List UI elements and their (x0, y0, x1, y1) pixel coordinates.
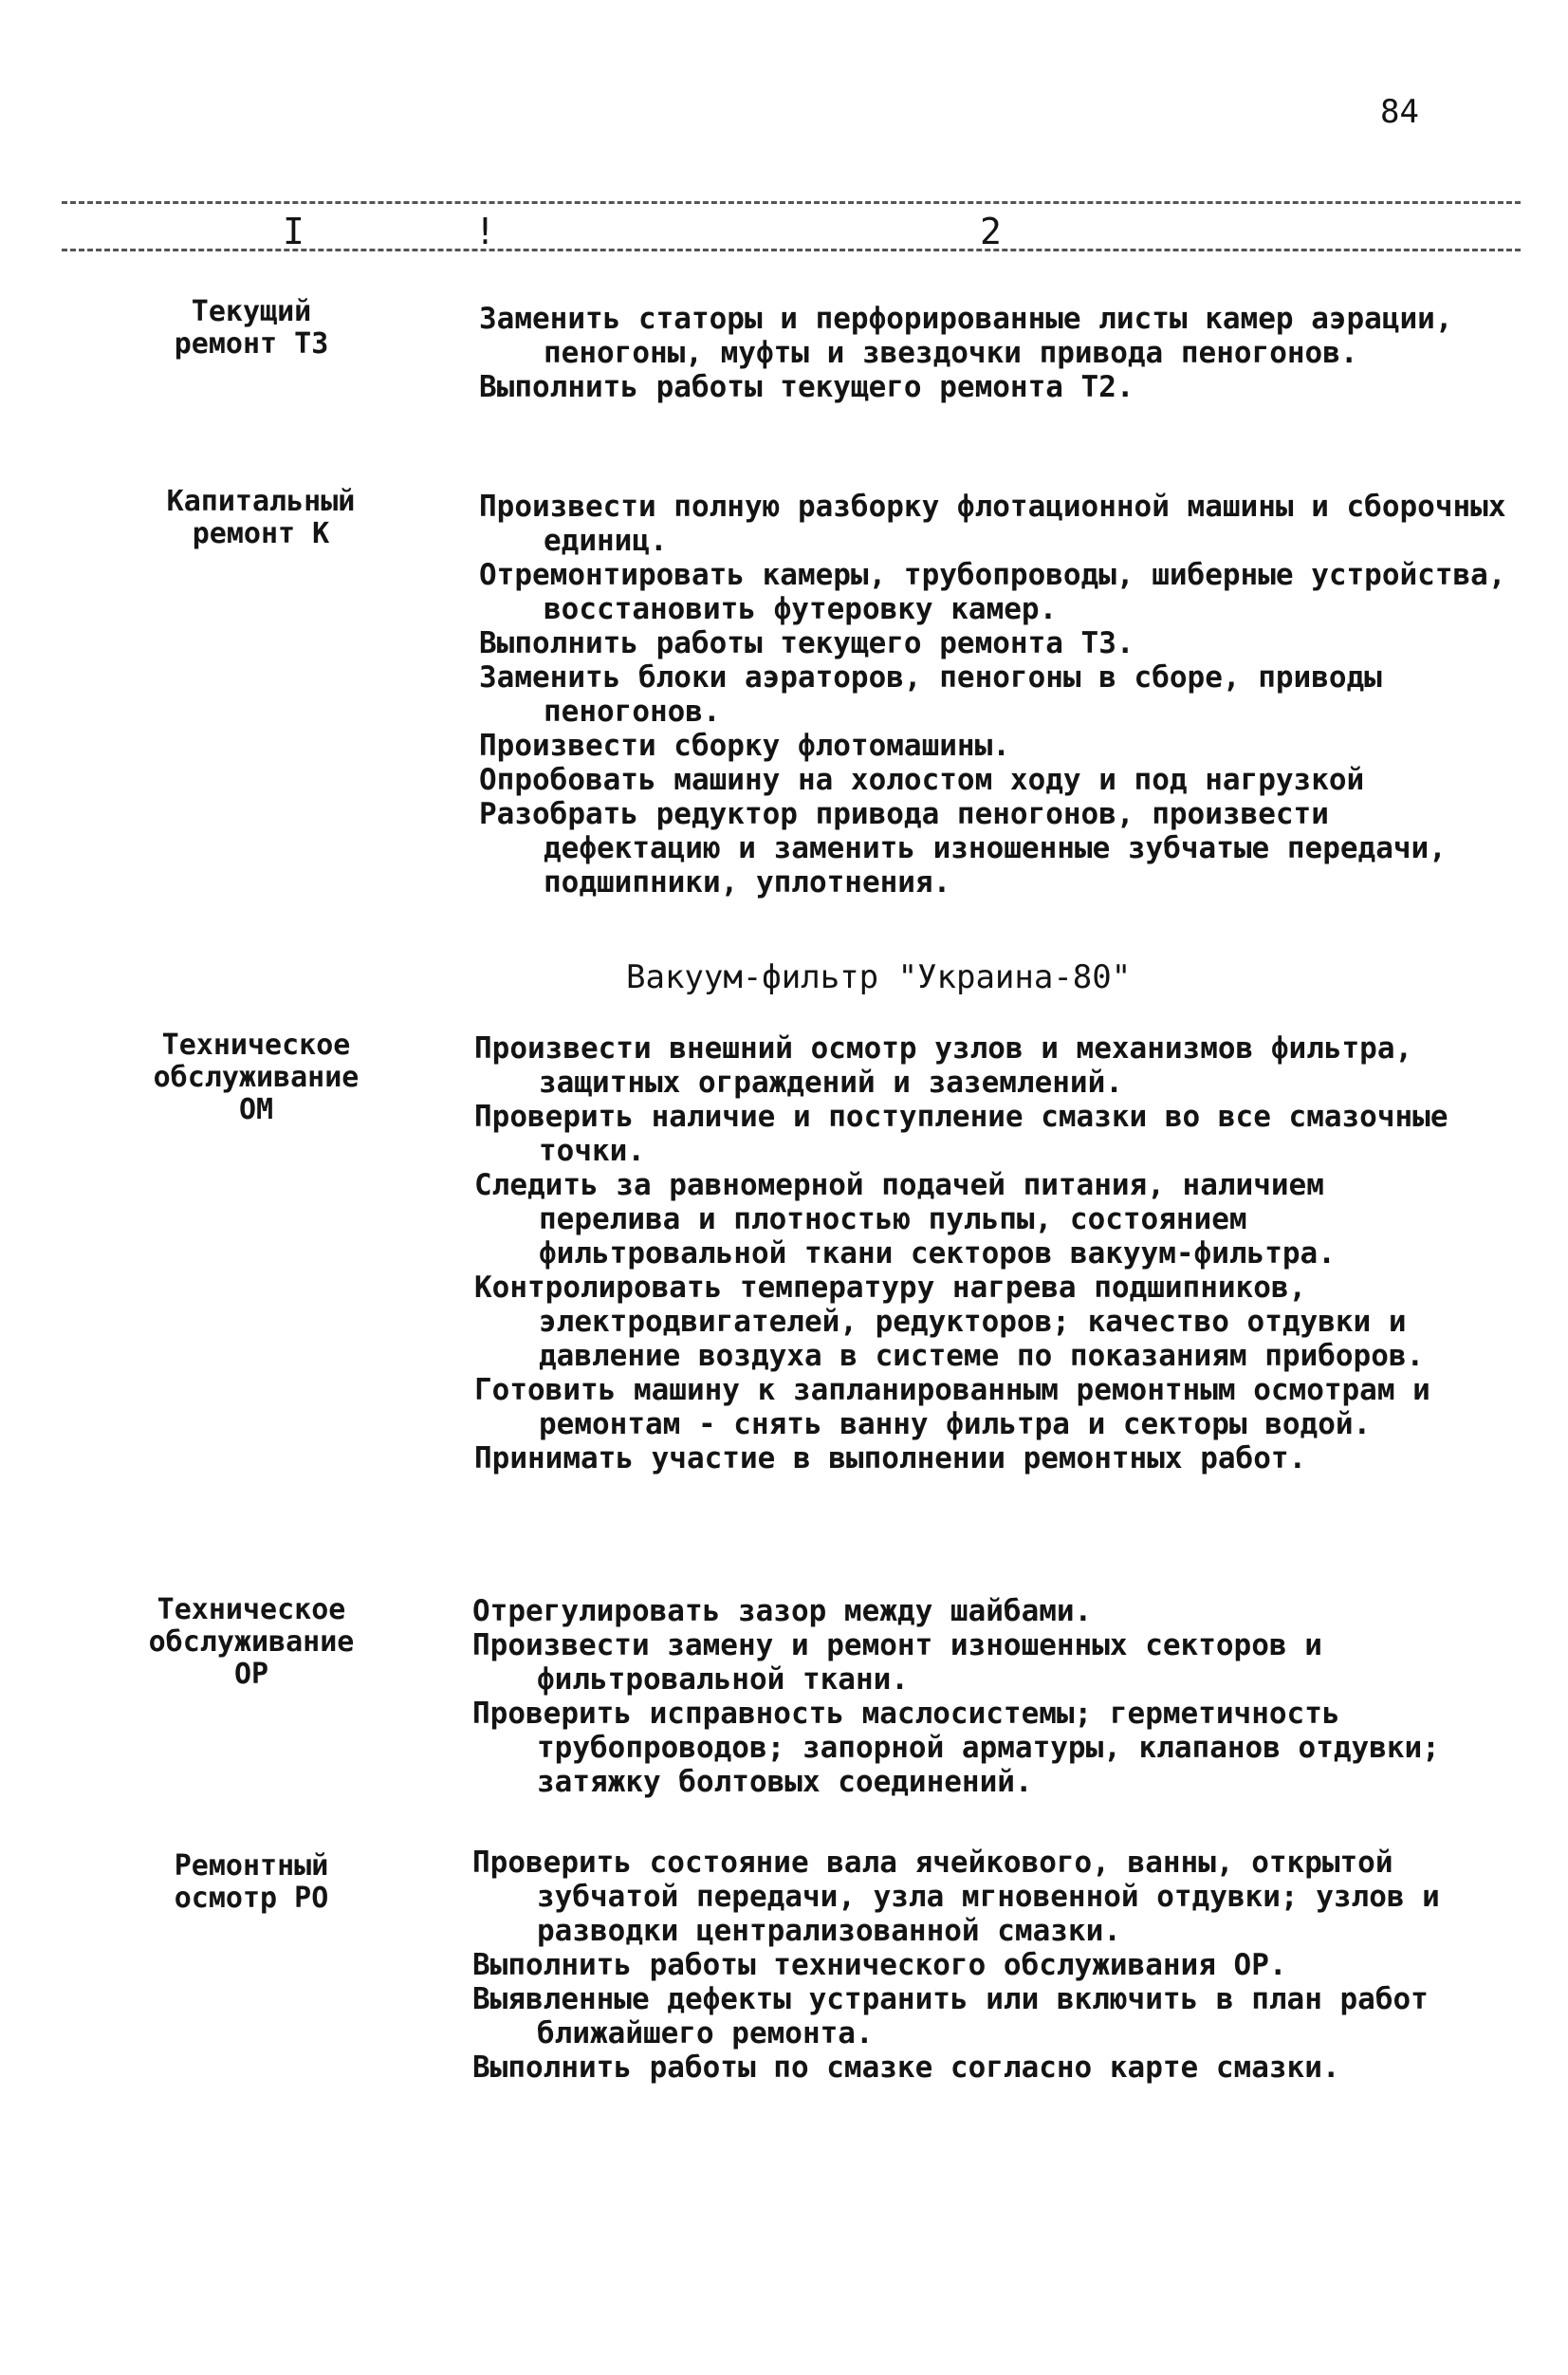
list-item: Готовить машину к запланированным ремонтным осмотрам и ремонтам - снять ванну фильтра и секторы водой. (474, 1373, 1430, 1441)
row-label-line: ОР (233, 1658, 269, 1691)
list-item: Выполнить работы технического обслуживания ОР. (472, 1948, 1287, 1982)
list-item: Проверить исправность маслосистемы; герметичность трубопроводов; запорной арматуры, клапанов отдувки; затяжку болтовых соединений. (472, 1697, 1440, 1799)
section-title: Вакуум-фильтр "Украина-80" (626, 958, 1132, 996)
column-separator: ! (474, 211, 496, 252)
table-rule-top (62, 201, 1521, 204)
row-label-line: Техническое (157, 1593, 346, 1626)
list-item: Произвести сборку флотомашины. (479, 729, 1010, 763)
row-label-line: осмотр РО (174, 1882, 329, 1915)
row-label-line: обслуживание (153, 1061, 360, 1094)
row-label-line: ремонт К (192, 517, 330, 550)
row-label-line: Текущий (191, 295, 312, 328)
row-content-capital-repair (479, 490, 1522, 900)
list-item: Выявленные дефекты устранить или включить в план работ ближайшего ремонта. (472, 1982, 1429, 2050)
list-item: Следить за равномерной подачей питания, наличием перелива и плотностью пульпы, состоянием фильтровальной ткани секторов вакуум-фильтра. (474, 1168, 1336, 1271)
list-item: Выполнить работы по смазке согласно карте смазки. (472, 2050, 1340, 2085)
list-item: Проверить наличие и поступление смазки во все смазочные точки. (474, 1100, 1448, 1168)
row-label-line: ОМ (238, 1093, 274, 1126)
row-label-maintenance-or (109, 1594, 394, 1691)
row-content-maintenance-or (472, 1594, 1478, 1799)
list-item: Произвести замену и ремонт изношенных секторов и фильтровальной ткани. (472, 1628, 1322, 1697)
row-label-line: обслуживание (148, 1625, 355, 1659)
list-item: Произвести полную разборку флотационной машины и сборочных единиц. (479, 490, 1506, 558)
list-item: Отрегулировать зазор между шайбами. (472, 1594, 1093, 1628)
list-item: Принимать участие в выполнении ремонтных работ. (474, 1441, 1307, 1475)
list-item: Проверить состояние вала ячейкового, ванны, открытой зубчатой передачи, узла мгновенной отдувки; узлов и разводки централизованной смазки. (472, 1846, 1440, 1948)
row-label-repair-inspection (123, 1850, 379, 1915)
list-item: Разобрать редуктор привода пеногонов, произвести дефектацию и заменить изношенные зубчатые передачи, подшипники, уплотнения. (479, 797, 1447, 900)
list-item: Заменить статоры и перфорированные листы камер аэрации, пеногоны, муфты и звездочки привода пеногонов. (479, 302, 1453, 370)
page-number: 84 (1380, 93, 1419, 131)
column-header-2: 2 (980, 211, 1002, 252)
table-rule-bottom (62, 249, 1521, 251)
list-item: Заменить блоки аэраторов, пеногоны в сборе, приводы пеногонов. (479, 660, 1382, 729)
list-item: Контролировать температуру нагрева подшипников, электродвигателей, редукторов; качество отдувки и давление воздуха в системе по показаниям приборов. (474, 1271, 1425, 1373)
column-header-1: I (283, 211, 304, 252)
list-item: Опробовать машину на холостом ходу и под нагрузкой (479, 763, 1365, 797)
row-content-repair-inspection (472, 1846, 1478, 2085)
row-label-line: Ремонтный (174, 1849, 329, 1883)
list-item: Произвести внешний осмотр узлов и механизмов фильтра, защитных ограждений и заземлений. (474, 1031, 1413, 1100)
row-label-maintenance-om (114, 1030, 398, 1126)
row-label-line: Техническое (161, 1029, 351, 1062)
row-content-current-repair (479, 302, 1522, 404)
row-label-capital-repair (142, 486, 379, 550)
row-label-line: ремонт Т3 (174, 327, 329, 361)
row-content-maintenance-om (474, 1031, 1480, 1475)
row-label-line: Капитальный (166, 485, 356, 518)
row-label-current-repair (142, 296, 360, 361)
list-item: Выполнить работы текущего ремонта Т2. (479, 370, 1134, 404)
list-item: Выполнить работы текущего ремонта Т3. (479, 626, 1134, 660)
list-item: Отремонтировать камеры, трубопроводы, шиберные устройства, восстановить футеровку камер. (479, 558, 1506, 626)
